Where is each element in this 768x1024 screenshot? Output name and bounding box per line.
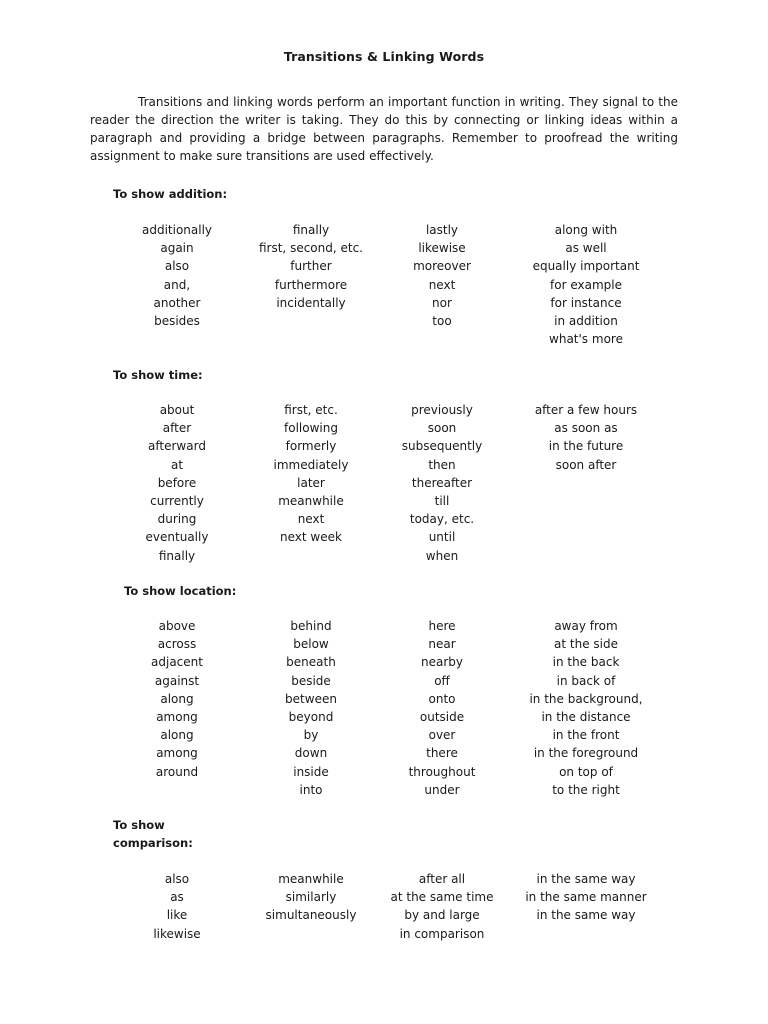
word-entry: about (159, 403, 195, 417)
word-entry: next (428, 277, 456, 292)
word-entry: formerly (285, 439, 337, 454)
word-entry: during (157, 512, 197, 527)
word-entry: between (285, 691, 337, 706)
page-title: Transitions & Linking Words (283, 49, 485, 64)
word-entry: lastly (425, 223, 459, 237)
word-entry: thereafter (411, 475, 473, 490)
word-entry: in the back (552, 655, 620, 670)
word-entry: then (428, 457, 456, 472)
word-entry: next (297, 512, 325, 527)
word-entry: in the same manner (525, 890, 647, 905)
word-entry: on top of (559, 764, 613, 779)
word-entry: at the side (554, 637, 618, 652)
word-entry: to the right (552, 782, 620, 797)
word-entry: across (157, 637, 197, 652)
word-entry: near (428, 637, 456, 652)
word-column (362, 221, 522, 330)
word-entry: as (170, 890, 184, 905)
word-entry: first, etc. (284, 403, 338, 417)
word-entry: after all (418, 872, 466, 886)
word-column (362, 870, 522, 943)
word-entry: in the distance (541, 709, 631, 724)
word-entry: beneath (286, 655, 336, 670)
word-entry: like (166, 908, 188, 923)
word-entry: besides (154, 313, 200, 328)
word-entry: after a few hours (534, 403, 638, 417)
word-entry: along with (554, 223, 618, 237)
word-entry: until (428, 530, 456, 545)
word-entry: by (303, 728, 319, 743)
word-entry: and, (163, 277, 191, 292)
word-entry: nor (432, 295, 452, 310)
heading-line: To show (113, 818, 165, 832)
word-entry: after (162, 421, 192, 436)
word-entry: along (160, 728, 194, 743)
word-entry: around (155, 764, 199, 779)
word-entry: away from (554, 619, 618, 633)
word-entry: previously (411, 403, 473, 417)
word-entry: subsequently (401, 439, 483, 454)
word-entry: in the background, (529, 691, 643, 706)
word-entry: at (170, 457, 184, 472)
word-entry: afterward (148, 439, 206, 454)
word-entry: outside (419, 709, 465, 724)
word-entry: over (428, 728, 456, 743)
word-entry: likewise (418, 241, 466, 256)
word-entry: behind (290, 619, 332, 633)
word-entry: soon after (555, 457, 617, 472)
word-entry: in comparison (399, 926, 485, 941)
word-column (506, 870, 666, 925)
word-entry: beside (291, 673, 331, 688)
word-entry: among (156, 746, 198, 761)
word-entry: moreover (413, 259, 471, 274)
section-heading-addition: To show addition: (113, 187, 228, 201)
word-entry: similarly (285, 890, 337, 905)
word-entry: what's more (549, 332, 623, 347)
word-column (506, 221, 666, 348)
word-entry: also (164, 259, 190, 274)
word-entry: for example (550, 277, 622, 292)
section-heading-location: To show location: (124, 584, 237, 598)
heading-line: comparison: (113, 836, 193, 850)
word-entry: as soon as (554, 421, 618, 436)
word-entry: above (158, 619, 196, 633)
word-column (506, 401, 666, 474)
word-entry: there (426, 746, 458, 761)
word-entry: again (160, 241, 194, 256)
section-heading-comparison (113, 816, 193, 852)
word-entry: into (299, 782, 323, 797)
word-entry: likewise (153, 926, 201, 941)
word-column (362, 617, 522, 799)
section-heading-time: To show time: (113, 368, 203, 382)
word-entry: next week (280, 530, 342, 545)
word-entry: today, etc. (409, 512, 475, 527)
word-entry: when (425, 548, 459, 563)
word-entry: below (293, 637, 329, 652)
word-entry: by and large (404, 908, 480, 923)
word-entry: incidentally (276, 295, 346, 310)
word-entry: before (157, 475, 197, 490)
word-entry: furthermore (274, 277, 348, 292)
word-column (362, 401, 522, 565)
word-entry: under (424, 782, 460, 797)
word-entry: later (297, 475, 325, 490)
word-entry: off (434, 673, 450, 688)
word-entry: in back of (556, 673, 616, 688)
word-entry: immediately (273, 457, 349, 472)
word-entry: equally important (532, 259, 640, 274)
word-entry: for instance (550, 295, 622, 310)
word-entry: meanwhile (278, 493, 344, 508)
word-entry: another (153, 295, 201, 310)
word-entry: simultaneously (265, 908, 357, 923)
word-entry: finally (292, 223, 330, 237)
word-entry: soon (427, 421, 457, 436)
word-entry: in the foreground (533, 746, 639, 761)
word-entry: additionally (141, 223, 213, 237)
word-entry: here (428, 619, 456, 633)
word-entry: till (434, 493, 450, 508)
word-entry: nearby (421, 655, 463, 670)
word-entry: along (160, 691, 194, 706)
word-entry: throughout (408, 764, 476, 779)
word-entry: beyond (288, 709, 334, 724)
word-entry: in the same way (536, 872, 636, 886)
word-entry: finally (158, 548, 196, 563)
word-entry: first, second, etc. (258, 241, 363, 256)
word-entry: among (156, 709, 198, 724)
word-entry: in the future (548, 439, 624, 454)
word-entry: following (284, 421, 338, 436)
word-entry: further (290, 259, 332, 274)
word-entry: eventually (145, 530, 209, 545)
word-entry: in the same way (536, 908, 636, 923)
word-entry: meanwhile (278, 872, 344, 886)
word-entry: down (294, 746, 328, 761)
word-entry: at the same time (390, 890, 494, 905)
word-column (506, 617, 666, 799)
intro-paragraph: Transitions and linking words perform an important function in writing. They signal to the reader the direction the writer is taking. They do this by connecting or linking ideas within a paragraph and providing a bridge between paragraphs. Remember to proofread the writing assignment to make sure transitions are used effectively. (90, 95, 678, 163)
word-entry: in addition (554, 313, 618, 328)
word-entry: onto (428, 691, 456, 706)
word-entry: also (164, 872, 190, 886)
word-entry: currently (150, 493, 204, 508)
word-entry: inside (293, 764, 329, 779)
word-entry: in the front (552, 728, 620, 743)
word-entry: adjacent (151, 655, 203, 670)
word-entry: as well (565, 241, 607, 256)
word-entry: too (432, 313, 452, 328)
word-entry: against (154, 673, 200, 688)
